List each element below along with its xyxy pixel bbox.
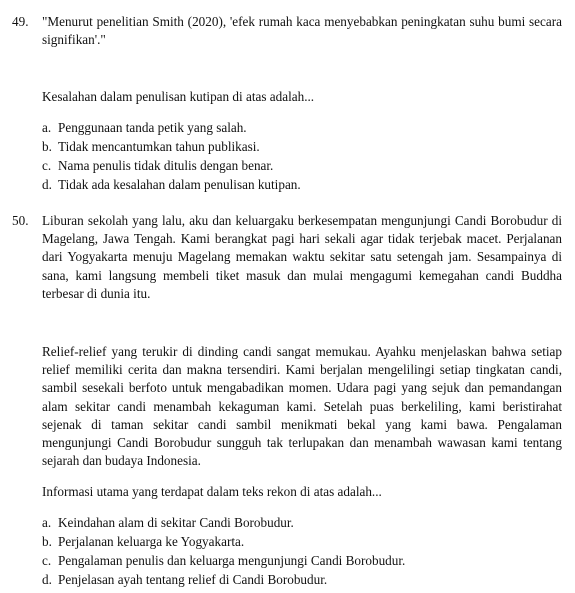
answer-options (42, 513, 562, 589)
recount-paragraph-2: Relief-relief yang terukir di dinding candi sangat memukau. Ayahku menjelaskan bahwa setiap relief memiliki cerita dan makna tersendiri. Kami berjalan mengelilingi setiap tingkatan candi, sambil sesekali berfoto untuk mengabadikan momen. Udara pagi yang sejuk dan pemandangan alam sekitar candi menambah kekaguman kami. Setelah puas berkeliling, kami beristirahat sejenak di taman sekitar candi sambil menikmati bekal yang kami bawa. Pengalaman mengunjungi Candi Borobudur sungguh tak terlupakan dan menambah wawasan kami tentang sejarah dan budaya Indonesia. (42, 344, 562, 469)
answer-option-b[interactable] (42, 137, 562, 156)
option-letter: d. (42, 177, 52, 192)
option-text: Tidak ada kesalahan dalam penulisan kutipan. (58, 177, 301, 192)
option-letter: b. (42, 534, 52, 549)
answer-option-c[interactable] (42, 551, 562, 570)
answer-option-c[interactable] (42, 156, 562, 175)
question-49 (0, 13, 575, 192)
answer-option-d[interactable] (42, 175, 562, 194)
question-number: 50. (12, 213, 29, 228)
option-text: Keindahan alam di sekitar Candi Borobudur. (58, 515, 294, 530)
answer-option-a[interactable] (42, 513, 562, 532)
option-text: Penggunaan tanda petik yang salah. (58, 120, 247, 135)
option-text: Perjalanan keluarga ke Yogyakarta. (58, 534, 245, 549)
option-letter: c. (42, 553, 52, 568)
option-text: Nama penulis tidak ditulis dengan benar. (58, 158, 274, 173)
option-text: Pengalaman penulis dan keluarga mengunjungi Candi Borobudur. (58, 553, 406, 568)
answer-options (42, 118, 562, 194)
answer-option-a[interactable] (42, 118, 562, 137)
question-50 (0, 212, 575, 592)
option-letter: a. (42, 515, 52, 530)
option-text: Tidak mencantumkan tahun publikasi. (58, 139, 260, 154)
option-text: Penjelasan ayah tentang relief di Candi Borobudur. (58, 572, 328, 587)
option-letter: b. (42, 139, 52, 154)
answer-option-b[interactable] (42, 532, 562, 551)
question-stem: Informasi utama yang terdapat dalam teks rekon di atas adalah... (42, 484, 382, 499)
option-letter: c. (42, 158, 52, 173)
quotation-paragraph: "Menurut penelitian Smith (2020), 'efek rumah kaca menyebabkan peningkatan suhu bumi secara signifikan'." (42, 14, 562, 48)
recount-paragraph-1: Liburan sekolah yang lalu, aku dan keluargaku berkesempatan mengunjungi Candi Borobudur di Magelang, Jawa Tengah. Kami berangkat pagi hari sekali agar tidak terjebak macet. Perjalanan dari Yogyakarta menuju Magelang memakan waktu sekitar satu setengah jam. Sesampainya di sana, kami langsung membeli tiket masuk dan mulai mengagumi kemegahan candi Buddha terbesar di dunia itu. (42, 213, 562, 301)
answer-option-d[interactable] (42, 570, 562, 589)
question-number: 49. (12, 14, 29, 29)
question-stem: Kesalahan dalam penulisan kutipan di atas adalah... (42, 89, 315, 104)
option-letter: d. (42, 572, 52, 587)
option-letter: a. (42, 120, 52, 135)
